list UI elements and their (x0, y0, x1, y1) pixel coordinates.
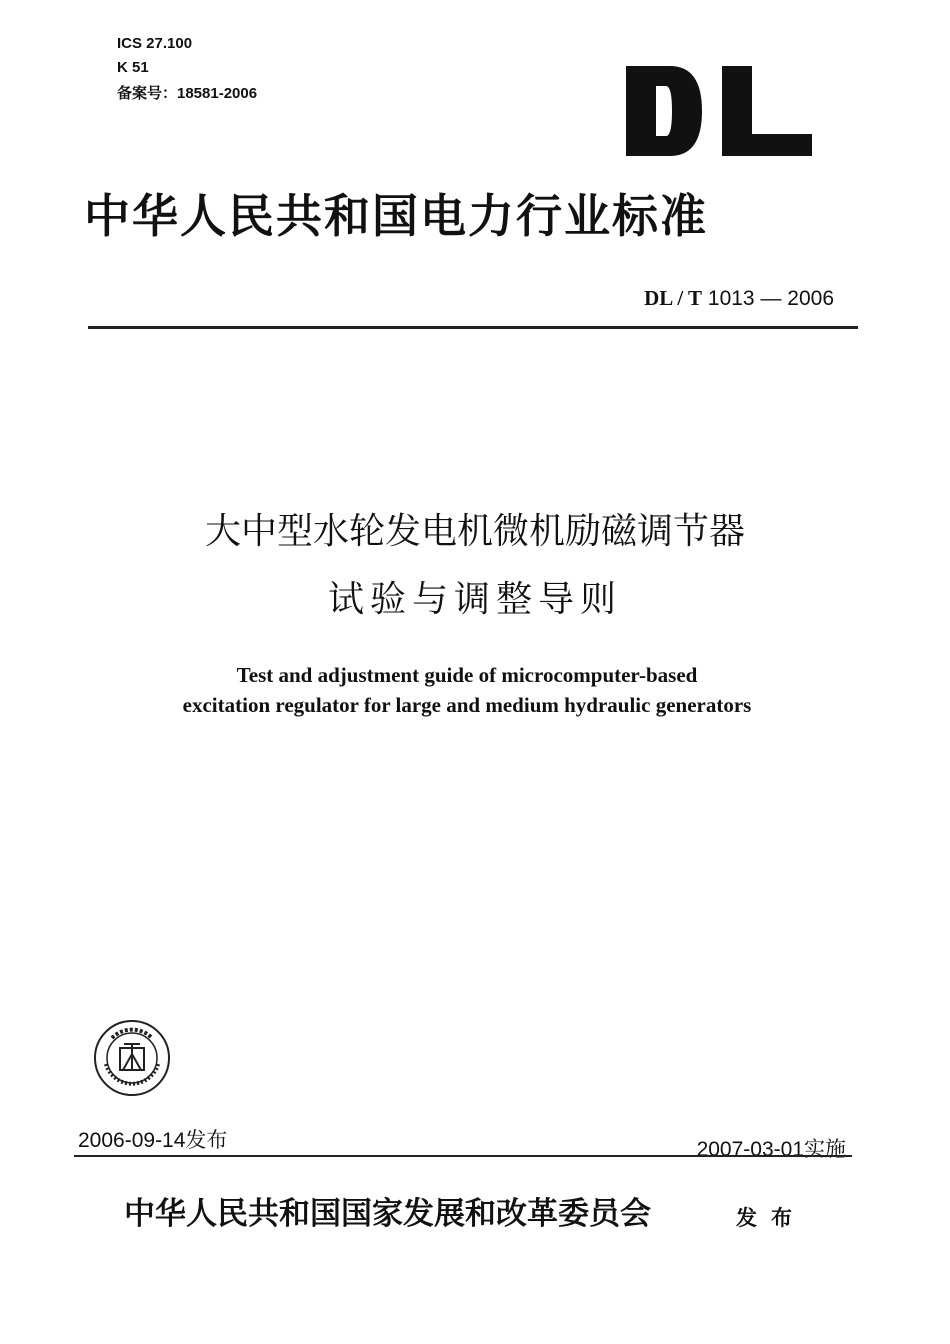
industry-standard-title: 中华人民共和国电力行业标准 (84, 189, 708, 243)
header-divider (88, 326, 858, 329)
footer-divider (74, 1155, 852, 1157)
standard-prefix: DL / T (644, 286, 703, 310)
standard-code: 1013 — 2006 (707, 287, 834, 310)
dl-logo (626, 66, 812, 156)
issue-date: 2006-09-14发布 (78, 1129, 228, 1152)
issue-label: 发布 (736, 1205, 806, 1230)
document-title-cn-line1: 大中型水轮发电机微机励磁调节器 (204, 511, 745, 552)
publisher-seal-icon (92, 1018, 172, 1098)
classification-code: K 51 (117, 59, 149, 76)
standard-number (644, 286, 834, 311)
record-number: 备案号：18581-2006 (117, 85, 258, 102)
implementation-date: 2007-03-01实施 (696, 1138, 846, 1161)
document-title-en-line2: excitation regulator for large and medium hydraulic generators (182, 693, 752, 717)
document-title-cn-line2: 试验与调整导则 (327, 579, 622, 620)
document-title-en-line1: Test and adjustment guide of microcomputer-based (236, 663, 698, 687)
ics-code: ICS 27.100 (117, 35, 193, 52)
issuing-authority: 中华人民共和国国家发展和改革委员会 (124, 1196, 651, 1232)
